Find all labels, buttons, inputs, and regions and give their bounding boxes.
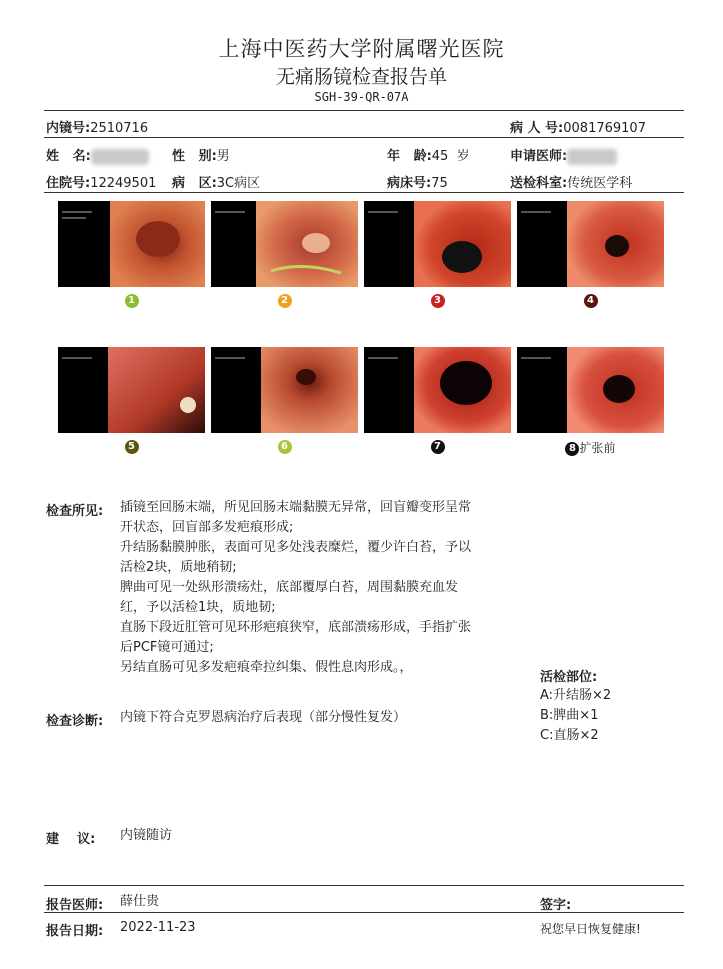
doctor-field — [510, 145, 617, 165]
sex-field — [172, 145, 230, 164]
endoscopy-photo-7 — [364, 347, 511, 433]
photo-label-2 — [211, 293, 358, 311]
ward-label: 病 区: — [172, 176, 217, 191]
inpatient-value: 12249501 — [90, 176, 157, 191]
dept-field — [510, 172, 632, 191]
photo-label-4 — [517, 293, 664, 311]
findings-label: 检查所见: — [46, 504, 104, 519]
photo-number-6: 6 — [278, 440, 292, 454]
report-doctor-name: 薛仕贵 — [120, 894, 160, 909]
patient-no-field — [510, 117, 646, 136]
sex-value: 男 — [216, 149, 230, 164]
findings-line: 活检2块，质地稍韧; — [120, 560, 237, 575]
doctor-redacted — [567, 149, 617, 165]
biopsy-item: B:脾曲×1 — [540, 708, 599, 723]
dept-label: 送检科室: — [510, 176, 568, 191]
photo-number-8: 8 — [565, 442, 579, 456]
dept-value: 传统医学科 — [567, 176, 633, 191]
inpatient-label: 住院号: — [46, 176, 91, 191]
diagnosis-text: 内镜下符合克罗恩病治疗后表现（部分慢性复发） — [120, 710, 407, 725]
report-doctor-label: 报告医师: — [46, 898, 104, 913]
findings-line: 另结直肠可见多发疤痕牵拉纠集、假性息肉形成。， — [120, 660, 413, 675]
divider-1 — [44, 137, 684, 138]
signature-label: 签字: — [540, 898, 572, 913]
bed-label: 病床号: — [387, 176, 432, 191]
doctor-label: 申请医师: — [510, 149, 568, 164]
divider-2 — [44, 192, 684, 193]
findings-line: 脾曲可见一处纵形溃疡灶，底部覆厚白苔，周围黏膜充血发 — [120, 580, 459, 595]
findings-line: 直肠下段近肛管可见环形疤痕狭窄，底部溃疡形成，手指扩张 — [120, 620, 472, 635]
photo-number-5: 5 — [125, 440, 139, 454]
wish-text: 祝您早日恢复健康! — [540, 922, 641, 936]
photo-number-3: 3 — [431, 294, 445, 308]
findings-line: 升结肠黏膜肿胀，表面可见多处浅表糜烂，覆少许白苔，予以 — [120, 540, 472, 555]
photo-label-6 — [211, 439, 358, 457]
age-label: 年 龄: — [387, 149, 432, 164]
form-code: SGH-39-QR-07A — [314, 90, 409, 104]
photo-label-5 — [58, 439, 205, 457]
photo-label-8 — [517, 439, 664, 457]
photo-number-2: 2 — [278, 294, 292, 308]
endo-no-field — [46, 117, 148, 136]
biopsy-item: A:升结肠×2 — [540, 688, 612, 703]
age-field — [387, 145, 470, 164]
advice-label: 建 议: — [46, 832, 96, 847]
findings-line: 开状态，回盲部多发疤痕形成; — [120, 520, 294, 535]
diagnosis-label: 检查诊断: — [46, 714, 104, 729]
photo-label-1 — [58, 293, 205, 311]
photo-number-4: 4 — [584, 294, 598, 308]
divider-top — [44, 110, 684, 111]
photo-number-1: 1 — [125, 294, 139, 308]
findings-line: 插镜至回肠末端，所见回肠末端黏膜无异常，回盲瓣变形呈常 — [120, 500, 472, 515]
endoscopy-photo-8 — [517, 347, 664, 433]
patient-no-value: 0081769107 — [563, 121, 646, 136]
biopsy-item: C:直肠×2 — [540, 728, 599, 743]
bed-value: 75 — [431, 176, 448, 191]
name-label: 姓 名: — [46, 149, 91, 164]
sex-label: 性 别: — [172, 149, 217, 164]
biopsy-list — [540, 686, 611, 746]
report-date-value: 2022-11-23 — [120, 920, 196, 935]
endoscopy-photo-3 — [364, 201, 511, 287]
inpatient-field — [46, 172, 156, 191]
photo-number-7: 7 — [431, 440, 445, 454]
endo-no-value: 2510716 — [90, 121, 149, 136]
findings-line: 后PCF镜可通过; — [120, 640, 214, 655]
endoscopy-photo-1 — [58, 201, 205, 287]
report-date-label: 报告日期: — [46, 924, 104, 939]
endoscopy-photo-2 — [211, 201, 358, 287]
hospital-name: 上海中医药大学附属曙光医院 — [218, 37, 505, 61]
divider-footer — [44, 885, 684, 886]
divider-bottom — [44, 912, 684, 913]
bed-field — [387, 172, 448, 191]
endoscopy-photo-6 — [211, 347, 358, 433]
patient-no-label: 病 人 号: — [510, 121, 564, 136]
name-field — [46, 145, 149, 165]
photo-label-3 — [364, 293, 511, 311]
photo-caption-8: 扩张前 — [579, 441, 616, 455]
photo-label-7 — [364, 439, 511, 457]
endoscopy-photo-4 — [517, 201, 664, 287]
name-redacted — [91, 149, 149, 165]
findings-line: 红，予以活检1块，质地韧; — [120, 600, 276, 615]
endo-no-label: 内镜号: — [46, 121, 91, 136]
ward-value: 3C病区 — [216, 176, 261, 191]
report-title: 无痛肠镜检查报告单 — [275, 66, 447, 88]
ward-field — [172, 172, 260, 191]
findings-text — [120, 498, 540, 678]
age-value: 45 岁 — [431, 149, 470, 164]
endoscopy-photo-5 — [58, 347, 205, 433]
biopsy-label: 活检部位: — [540, 670, 598, 685]
advice-text: 内镜随访 — [120, 828, 173, 843]
